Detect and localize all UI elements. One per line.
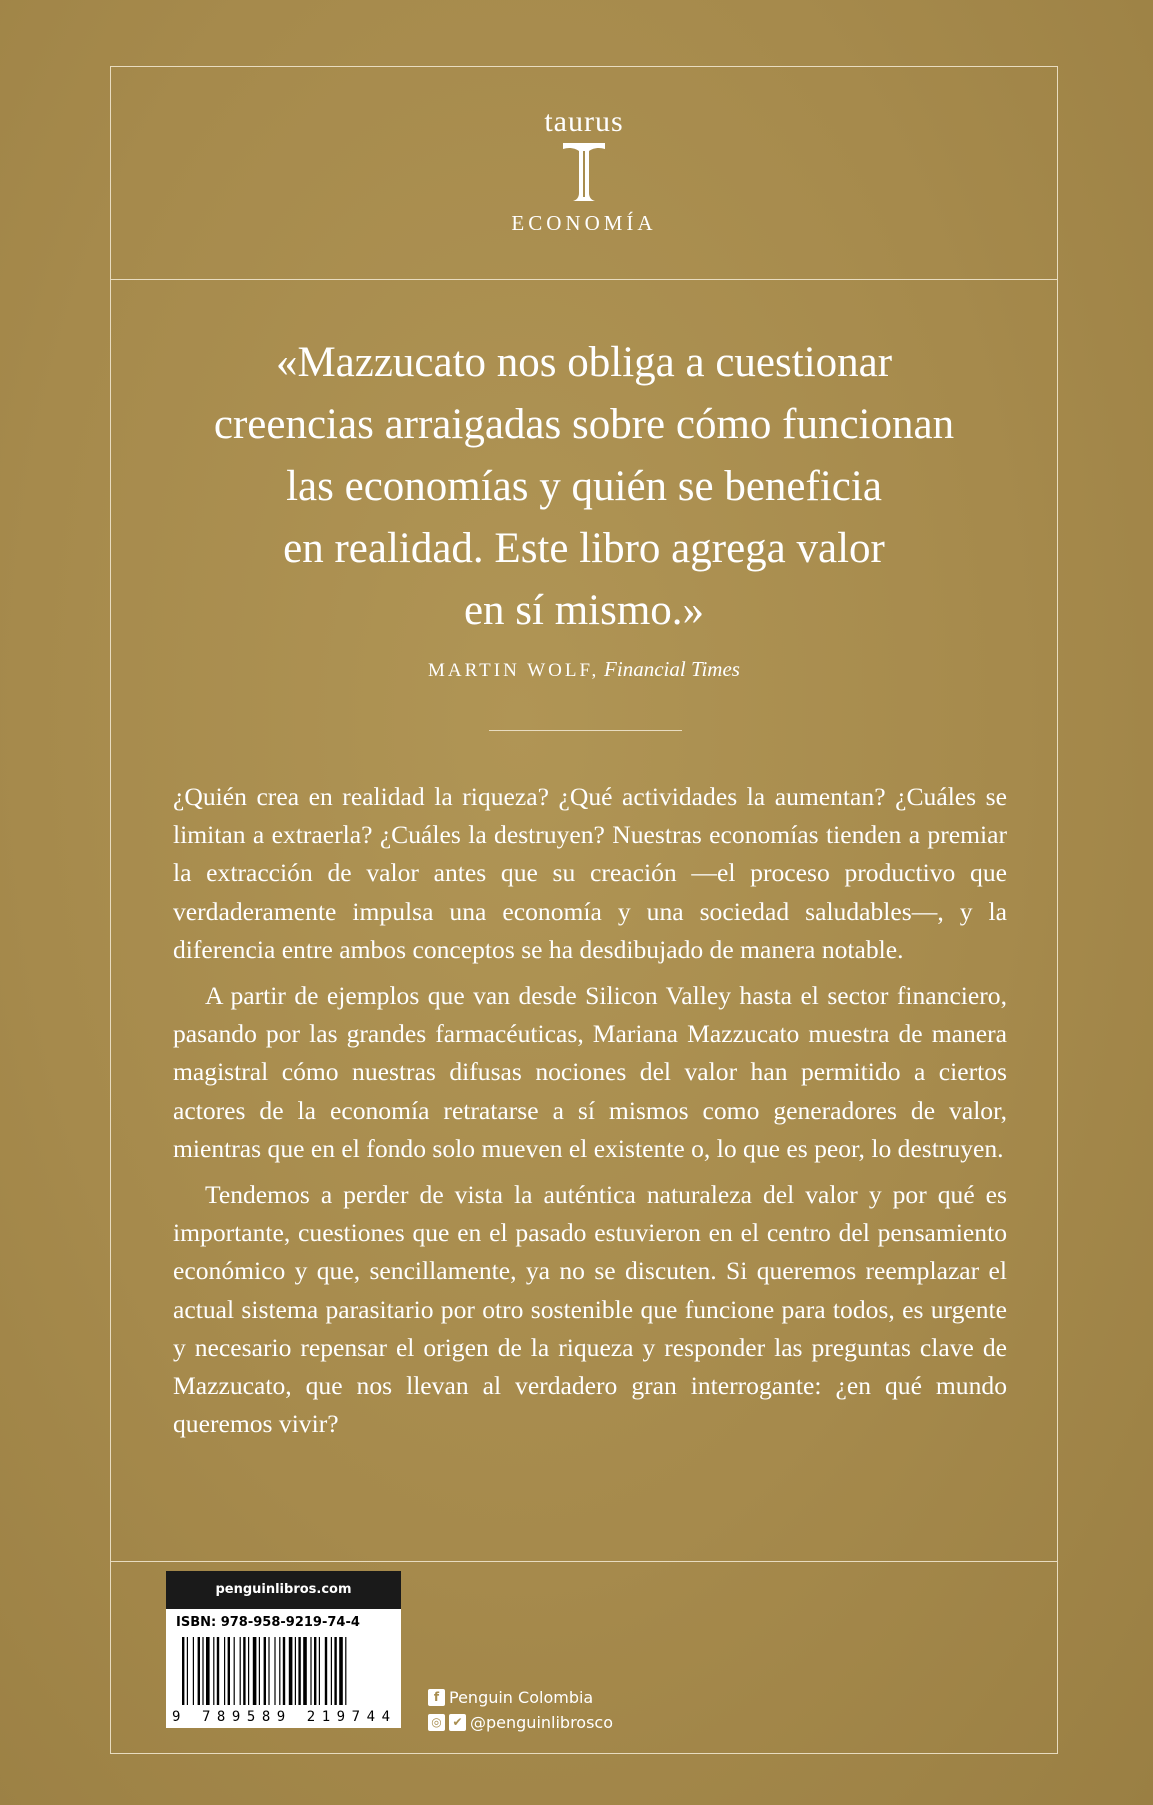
- barcode-bar: [325, 1637, 327, 1705]
- instagram-icon: ◎: [428, 1714, 445, 1731]
- synopsis-paragraph: ¿Quién crea en realidad la riqueza? ¿Qué actividades la aumentan? ¿Cuáles se limitan a extraerla? ¿Cuáles la destruyen? Nuestras economías tienden a premiar la extracción de valor antes que su creación —el proceso productivo que verdaderamente impulsa una economía y una sociedad saludables—, y la diferencia entre ambos conceptos se ha desdibujado de manera notable.: [173, 782, 1007, 964]
- twitter-icon: ✔: [449, 1714, 466, 1731]
- barcode-digits: 9 789589 219744: [172, 1709, 390, 1725]
- barcode-bar: [217, 1637, 219, 1705]
- quote-line: «Mazzucato nos obliga a cuestionar: [275, 339, 893, 386]
- barcode-bar: [206, 1637, 210, 1705]
- top-divider: [111, 279, 1057, 280]
- facebook-row[interactable]: [428, 1685, 613, 1710]
- synopsis-paragraph: Tendemos a perder de vista la auténtica naturaleza del valor y por qué es importante, cuestiones que en el pasado estuvieron en el centro del pensamiento económico y que, sencillamente, ya no se discuten. Si queremos reemplazar el actual sistema parasitario por otro sostenible que funcione para todos, es urgente y necesario repensar el origen de la riqueza y responder las preguntas clave de Mazzucato, que nos llevan al verdadero gran interrogante: ¿en qué mundo queremos vivir?: [173, 1180, 1007, 1439]
- barcode-bar: [279, 1637, 280, 1705]
- barcode-bar: [240, 1637, 241, 1705]
- quote-line: en realidad. Este libro agrega valor: [283, 525, 885, 572]
- barcode-label: [166, 1571, 401, 1728]
- barcode-bar: [224, 1637, 225, 1705]
- barcode-bar: [283, 1637, 285, 1705]
- barcode-bar: [259, 1637, 260, 1705]
- barcode-bar: [213, 1637, 214, 1705]
- barcode-bar: [234, 1637, 235, 1705]
- barcode-bar: [295, 1637, 296, 1705]
- barcode-bar: [310, 1637, 311, 1705]
- bottom-divider: [111, 1561, 1057, 1562]
- barcode-bar: [243, 1637, 245, 1705]
- quote-source: Financial Times: [604, 657, 740, 681]
- handle-row[interactable]: [428, 1710, 613, 1735]
- social-handle: @penguinlibrosco: [470, 1713, 614, 1732]
- cover-frame: [110, 66, 1058, 1754]
- isbn-text: ISBN: 978-958-9219-74-4: [176, 1615, 360, 1630]
- barcode-bar: [339, 1637, 343, 1705]
- blurb-quote: [111, 332, 1057, 642]
- social-links: [428, 1685, 613, 1735]
- synopsis: [173, 778, 1007, 1451]
- facebook-label: Penguin Colombia: [449, 1688, 594, 1707]
- quote-line: en sí mismo.»: [463, 587, 705, 634]
- logo-collection: ECONOMÍA: [511, 211, 657, 235]
- barcode-bar: [228, 1637, 230, 1705]
- barcode-bar: [182, 1637, 184, 1705]
- barcode-bar: [253, 1637, 257, 1705]
- publisher-logo: [111, 107, 1057, 236]
- logo-wordmark: taurus: [544, 105, 624, 138]
- quote-separator: [489, 730, 682, 731]
- barcode-bar: [334, 1637, 336, 1705]
- barcode-bar: [264, 1637, 266, 1705]
- barcode-bar: [202, 1637, 203, 1705]
- barcode-bar: [298, 1637, 300, 1705]
- quote-author: MARTIN WOLF,: [428, 660, 600, 681]
- synopsis-paragraph: A partir de ejemplos que van desde Silicon Valley hasta el sector financiero, pasando por las grandes farmacéuticas, Mariana Mazzucato muestra de manera magistral cómo nuestras difusas nociones del valor han permitido a ciertos actores de la economía retratarse a sí mismos como generadores de valor, mientras que en el fondo solo mueven el existente o, lo que es peor, lo destruyen.: [173, 981, 1007, 1163]
- website-label: penguinlibros.com: [166, 1571, 401, 1609]
- barcode-bar: [274, 1637, 275, 1705]
- barcode-bar: [314, 1637, 316, 1705]
- quote-attribution: [111, 657, 1057, 682]
- quote-line: creencias arraigadas sobre cómo funcionan: [213, 401, 955, 448]
- facebook-icon: f: [428, 1689, 445, 1706]
- barcode-bar: [289, 1637, 293, 1705]
- barcode: [170, 1635, 396, 1725]
- taurus-t-icon: [561, 141, 607, 203]
- barcode-bar: [319, 1637, 320, 1705]
- quote-line: las economías y quién se beneficia: [286, 463, 882, 510]
- barcode-bar: [268, 1637, 269, 1705]
- barcode-bar: [345, 1637, 346, 1705]
- barcode-bar: [198, 1637, 200, 1705]
- barcode-bar: [303, 1637, 307, 1705]
- barcode-bar: [193, 1637, 194, 1705]
- barcode-bar: [248, 1637, 249, 1705]
- barcode-bar: [331, 1637, 332, 1705]
- barcode-bar: [187, 1637, 188, 1705]
